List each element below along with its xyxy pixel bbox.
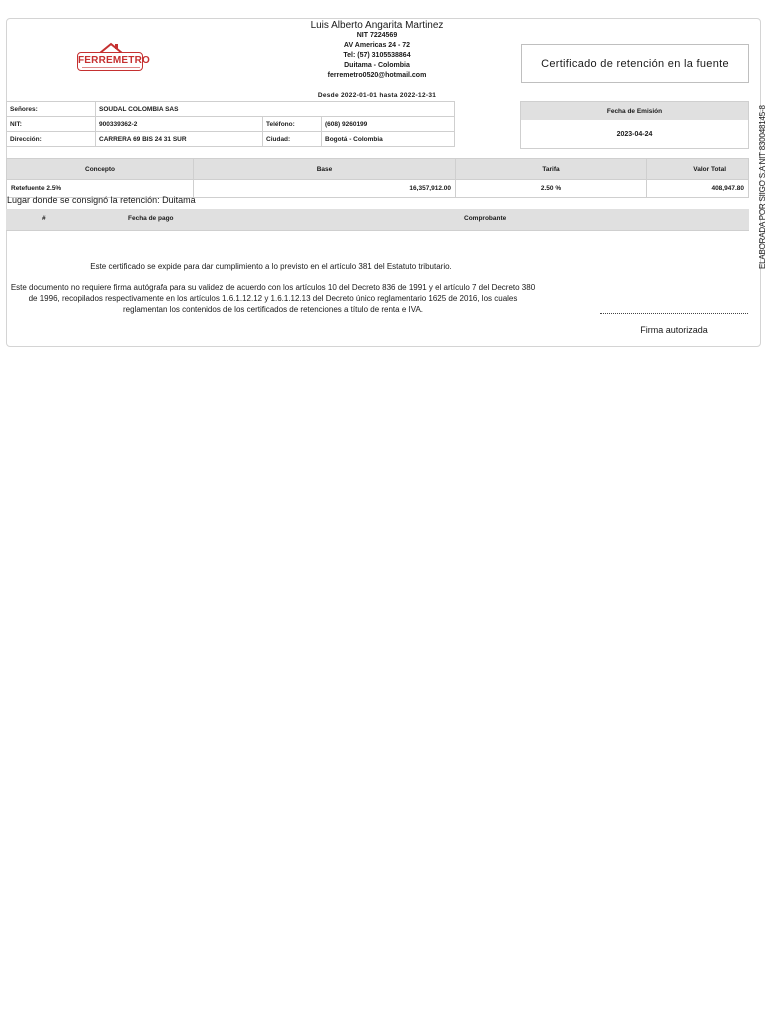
issuer-email: ferremetro0520@hotmail.com — [327, 72, 427, 79]
cell-valor-total: 408,947.80 — [647, 180, 749, 198]
signature-line — [600, 313, 748, 314]
payments-header — [6, 209, 749, 231]
concept-table — [6, 158, 749, 198]
vertical-side-text: ELABORADA POR SIIGO S.A NIT 830048145-8 — [758, 105, 767, 269]
logo-frame — [77, 52, 150, 71]
client-info-table — [6, 101, 455, 147]
logo-tagline-line — [82, 67, 140, 68]
direccion-value: CARRERA 69 BIS 24 31 SUR — [96, 132, 263, 147]
telefono-value: (608) 9260199 — [322, 117, 455, 132]
client-row-senores — [7, 102, 455, 117]
cell-tarifa: 2.50 % — [456, 180, 647, 198]
nit-value: 900339362-2 — [96, 117, 263, 132]
telefono-label: Teléfono: — [263, 117, 322, 132]
company-logo — [77, 42, 150, 72]
senores-value: SOUDAL COLOMBIA SAS — [96, 102, 455, 117]
legal-paragraph-2: Este documento no requiere firma autógrafa para su validez de acuerdo con los artículos 10 del Decreto 836 de 1991 y el artículo 7 del Decreto 380 de 1996, recopilados respectivamente en los artículos 1.6.1.12.12 y 1.6.1.12.13 del Decreto único reglamentario 1625 de 2016, los cuales reglamentan los contenidos de los certificados de retenciones a título de renta e IVA. — [10, 283, 536, 314]
issuer-address: AV Americas 24 - 72 — [343, 42, 411, 49]
emission-date-value: 2023-04-24 — [616, 131, 653, 138]
direccion-label: Dirección: — [7, 132, 96, 147]
issuer-phone: Tel: (57) 3105538864 — [343, 52, 411, 59]
ciudad-value: Bogotá - Colombia — [322, 132, 455, 147]
header-fecha-pago: Fecha de pago — [128, 215, 174, 222]
header-tarifa: Tarifa — [456, 159, 647, 180]
emission-date-label: Fecha de Emisión — [521, 102, 748, 120]
cell-concepto: Retefuente 2.5% — [7, 180, 194, 198]
issuer-nit: NIT 7224569 — [356, 32, 398, 39]
retention-place: Lugar donde se consignó la retención: Duitama — [7, 195, 196, 205]
senores-label: Señores: — [7, 102, 96, 117]
signature-label: Firma autorizada — [640, 325, 708, 335]
client-row-direccion — [7, 132, 455, 147]
issuer-info — [282, 20, 472, 81]
logo-text: FERREMETRO — [78, 55, 150, 66]
ciudad-label: Ciudad: — [263, 132, 322, 147]
header-concepto: Concepto — [7, 159, 194, 180]
issuer-name: Luis Alberto Angarita Martinez — [310, 20, 444, 31]
certificate-title: Certificado de retención en la fuente — [521, 44, 749, 83]
nit-label: NIT: — [7, 117, 96, 132]
period-range: Desde 2022-01-01 hasta 2022-12-31 — [317, 92, 437, 99]
header-valor-total: Valor Total — [647, 159, 749, 180]
header-comprobante: Comprobante — [464, 215, 507, 222]
cell-base: 16,357,912.00 — [194, 180, 456, 198]
emission-date-box — [520, 101, 749, 149]
client-row-nit — [7, 117, 455, 132]
header-base: Base — [194, 159, 456, 180]
concept-header-row — [7, 159, 749, 180]
header-number: # — [42, 215, 46, 222]
legal-paragraph-1: Este certificado se expide para dar cumplimiento a lo previsto en el artículo 381 del Estatuto tributario. — [90, 262, 452, 271]
issuer-city: Duitama - Colombia — [344, 62, 410, 69]
